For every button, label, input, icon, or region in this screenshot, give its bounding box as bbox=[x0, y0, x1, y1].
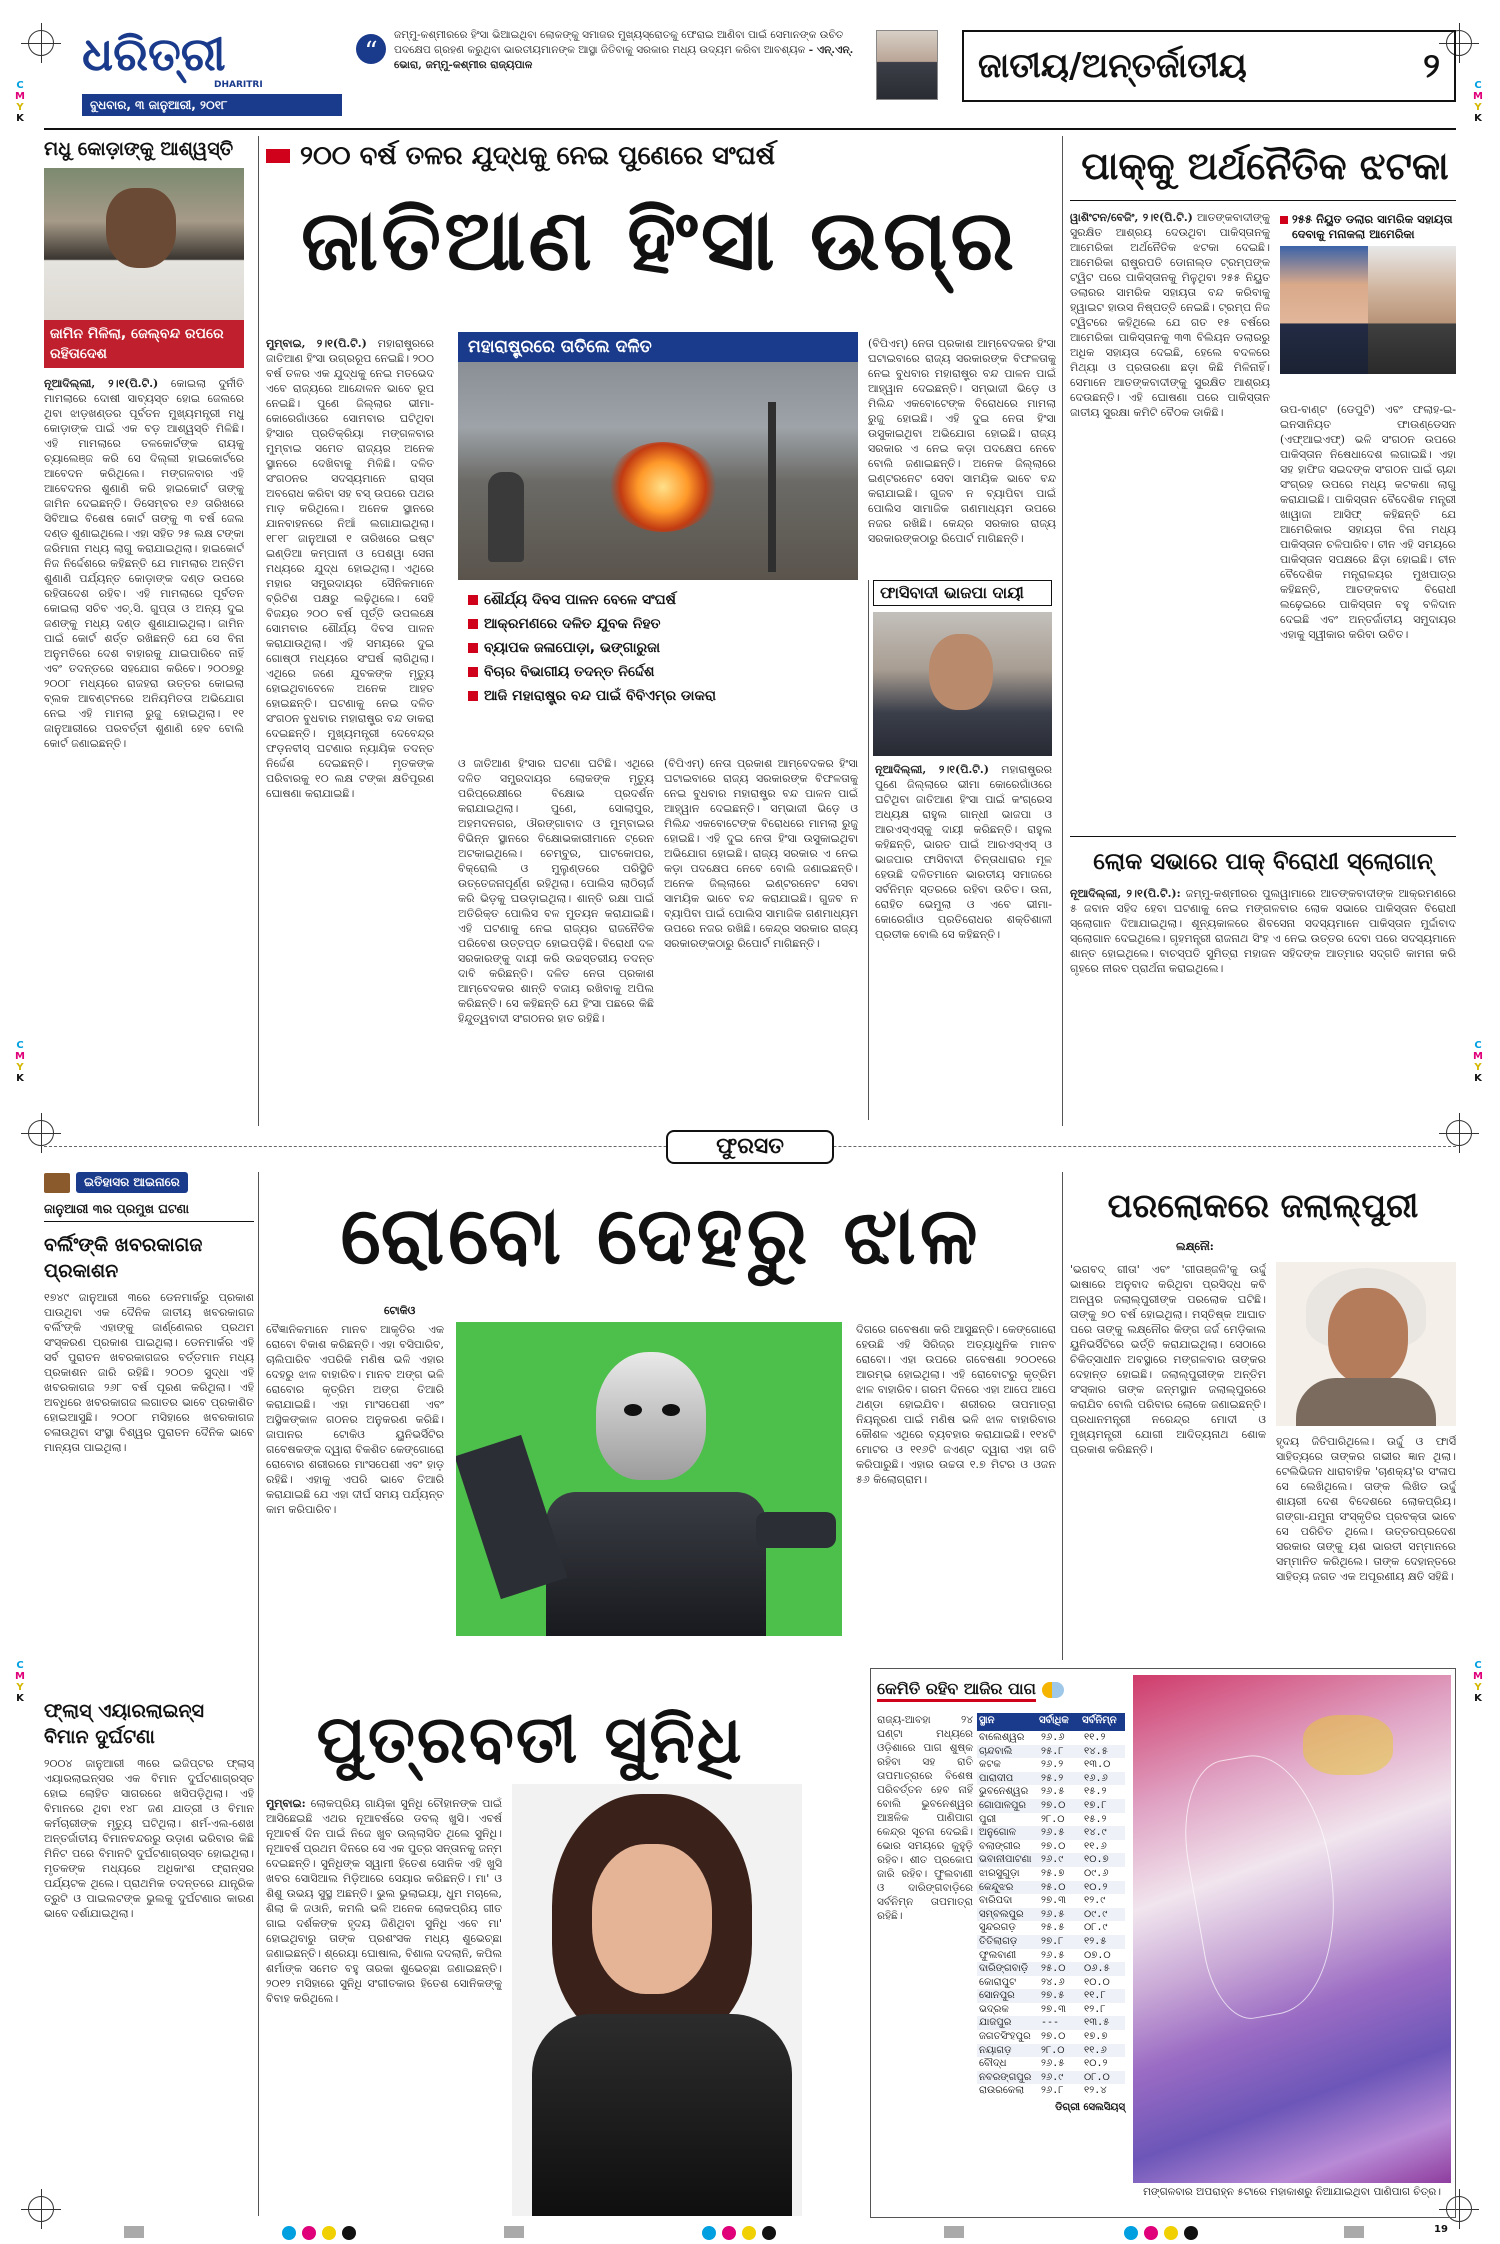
photo-box-band: ମହାରାଷ୍ଟ୍ରରେ ତାତିଲେ ଦଳିତ bbox=[458, 332, 858, 362]
weather-min-temp: ୧୫.୨ bbox=[1084, 1813, 1107, 1825]
weather-box bbox=[870, 1668, 1456, 2218]
gray-swatch bbox=[944, 2226, 964, 2238]
yellow-swatch bbox=[742, 2226, 756, 2240]
quote-author: - ଏନ୍.ଏନ୍. ଭୋରା, ଜମ୍ମୁ-କଶ୍ମୀର ରାଜ୍ୟପାଳ bbox=[394, 44, 854, 71]
itihasa-box bbox=[44, 1172, 254, 2222]
section-title-box bbox=[962, 30, 1456, 102]
bjp-kicker: ଫାସିବାଦୀ ଭାଜପା ଦାୟୀ bbox=[873, 580, 1052, 606]
left-story bbox=[44, 136, 254, 1136]
jalalpuri-body2: ହୃଦୟ ଜିତିପାରିଥିଲେ। ଉର୍ଦ୍ଦୁ ଓ ଫାର୍ସି ସାହିତ୍ୟରେ ତାଙ୍କର ଗଭୀର ଜ୍ଞାନ ଥିଲା। ଟେଲିଭିଜନ ଧାରାବାହିକ 'ଚାଣକ୍ୟ'ର ସଂଳାପ ସେ ଲେଖିଥିଲେ। ତାଙ୍କ ଲିଖିତ ଉର୍ଦ୍ଦୁ ଶାୟରୀ ଦେଶ ବିଦେଶରେ ଲୋକପ୍ରିୟ। ଗଙ୍ଗା-ଯମୁନା ସଂସ୍କୃତିର ପ୍ରବକ୍ତା ଭାବେ ସେ ପରିଚିତ ଥିଲେ। ଉତ୍ତରପ୍ରଦେଶ ସରକାର ତାଙ୍କୁ ୟଶ ଭାରତୀ ସମ୍ମାନରେ ସମ୍ମାନିତ କରିଥିଲେ। ତାଙ୍କ ଦେହାନ୍ତରେ ସାହିତ୍ୟ ଜଗତ ଏକ ଅପୂରଣୀୟ କ୍ଷତି ସହିଛି। bbox=[1276, 1435, 1456, 1583]
left-story-photo bbox=[44, 168, 244, 320]
weather-max-temp: ୨୭.୫ bbox=[1041, 1990, 1065, 2002]
weather-max-temp: ୨୮.୦ bbox=[1041, 1813, 1065, 1825]
weather-table bbox=[977, 1713, 1125, 2213]
weather-min-temp: ୧୨.୮ bbox=[1084, 2003, 1106, 2015]
weather-station: ଝାରସୁଗୁଡ଼ା bbox=[979, 1867, 1020, 1879]
bjp-dateline: ନୂଆଦିଲ୍ଲୀ, ୨।୧(ପି.ଟି.) bbox=[875, 763, 989, 776]
sunidhi-headline: ପୁତ୍ରବତୀ ସୁନିଧି bbox=[316, 1701, 744, 1778]
loksabha-headline: ଲୋକ ସଭାରେ ପାକ୍ ବିରୋଧୀ ସ୍ଲୋଗାନ୍ bbox=[1093, 849, 1433, 875]
cyan-swatch bbox=[1124, 2226, 1138, 2240]
weather-station: ନୟାଗଡ଼ bbox=[979, 2044, 1012, 2056]
robot-headline: ରୋବୋ ଦେହରୁ ଝାଳ bbox=[340, 1189, 982, 1282]
weather-min-temp: ୧୪.୯ bbox=[1084, 1827, 1107, 1839]
lead-col3: (ବିପିଏମ୍) ନେତା ପ୍ରକାଶ ଆମ୍ବେଦକର ହିଂସା ଘଟାଇବାରେ ରାଜ୍ୟ ସରକାରଙ୍କ ବିଫଳତାକୁ ନେଇ ବୁଧବାର ମହାରାଷ୍ଟ୍ର ବନ୍ଦ ପାଳନ ପାଇଁ ଆହ୍ୱାନ ଦେଇଛନ୍ତି। ସମ୍ଭାଜୀ ଭିଡ଼େ ଓ ମିଲିନ୍ଦ ଏକବୋଟେଙ୍କ ବିରୋଧରେ ମାମଲା ରୁଜୁ ହୋଇଛି। ଏହି ଦୁଇ ନେତା ହିଂସା ଉସୁକାଇଥିବା ଅଭିଯୋଗ ହୋଇଛି। ରାଜ୍ୟ ସରକାର ଏ ନେଇ କଡ଼ା ପଦକ୍ଷେପ ନେବେ ବୋଲି ଜଣାଇଛନ୍ତି। ଅନେକ ଜିଲ୍ଲାରେ ଇଣ୍ଟରନେଟ ସେବା ସାମୟିକ ଭାବେ ବନ୍ଦ କରାଯାଇଛି। ଗୁଜବ ନ ବ୍ୟାପିବା ପାଇଁ ପୋଲିସ ସାମାଜିକ ଗଣମାଧ୍ୟମ ଉପରେ ନଜର ରଖିଛି। କେନ୍ଦ୍ର ସରକାର ରାଜ୍ୟ ସରକାରଙ୍କଠାରୁ ରିପୋର୍ଟ ମାଗିଛନ୍ତି। bbox=[664, 757, 858, 950]
weather-min-temp: ୧୨.୪ bbox=[1084, 2085, 1107, 2097]
weather-table-row bbox=[977, 2030, 1125, 2044]
magenta-swatch bbox=[302, 2226, 316, 2240]
weather-station: ଯାଜପୁର bbox=[979, 2017, 1012, 2029]
satellite-map bbox=[1133, 1675, 1451, 2183]
weather-table-row bbox=[977, 1840, 1125, 1854]
weather-station: ବାଲେଶ୍ୱର bbox=[979, 1732, 1025, 1743]
weather-max-temp: ୨୬.୨ bbox=[1041, 1759, 1064, 1771]
weather-min-temp: ୧୧.୨ bbox=[1084, 1732, 1106, 1743]
weather-table-row bbox=[977, 1745, 1125, 1759]
weather-max-temp: --- bbox=[1041, 2017, 1060, 2029]
quote-icon: “ bbox=[356, 34, 386, 64]
weather-station: କଟକ bbox=[979, 1759, 1001, 1771]
weather-station: ତିତିଲାଗଡ଼ bbox=[979, 1935, 1018, 1947]
section-divider bbox=[44, 1130, 1456, 1164]
jalalpuri-body: 'ଭଗବଦ୍ ଗୀତା' ଏବଂ 'ଗୀତାଞ୍ଜଳି'କୁ ଉର୍ଦ୍ଦୁ ଭାଷାରେ ଅନୁବାଦ କରିଥିବା ପ୍ରସିଦ୍ଧ କବି ଅନୱର ଜଲାଲ୍‌ପୁରୀଙ୍କ ପରଲୋକ ଘଟିଛି। ତାଙ୍କୁ ୭୦ ବର୍ଷ ହୋଇଥିଲା। ମସ୍ତିଷ୍କ ଆଘାତ ପରେ ତାଙ୍କୁ ଲକ୍ଷ୍ନୌର କିଙ୍ଗ ଜର୍ଜ ମେଡ଼ିକାଲ ୟୁନିଭର୍ସିଟିରେ ଭର୍ତ୍ତି କରାଯାଇଥିଲା। ସେଠାରେ ଚିକିତ୍ସାଧୀନ ଅବସ୍ଥାରେ ମଙ୍ଗଳବାର ତାଙ୍କର ଦେହାନ୍ତ ହୋଇଛି। ଜଲାଲ୍‌ପୁରୀଙ୍କ ଅନ୍ତିମ ସଂସ୍କାର ତାଙ୍କ ଜନ୍ମସ୍ଥାନ ଜଲାଲ୍‌ପୁରରେ କରାଯିବ ବୋଲି ପରିବାର ଲୋକେ ଜଣାଇଛନ୍ତି। ପ୍ରଧାନମନ୍ତ୍ରୀ ନରେନ୍ଦ୍ର ମୋଦୀ ଓ ମୁଖ୍ୟମନ୍ତ୍ରୀ ଯୋଗୀ ଆଦିତ୍ୟନାଥ ଶୋକ ପ୍ରକାଶ କରିଛନ୍ତି। bbox=[1070, 1263, 1266, 1456]
weather-min-temp: ୧୩.୫ bbox=[1084, 2017, 1110, 2029]
date-line bbox=[82, 94, 342, 116]
cmyk-strip: C M Y K bbox=[15, 1660, 25, 1704]
weather-min-temp: ୧୨.୯ bbox=[1084, 1895, 1106, 1907]
lead-col1: ମୁମ୍ବାଇ, ୨।୧(ପି.ଟି.) ମହାରାଷ୍ଟ୍ରରେ ଜାତିଆଣ ହିଂସା ଉଗ୍ରରୂପ ନେଇଛି। ୨୦୦ ବର୍ଷ ତଳର ଏକ ଯୁଦ୍ଧକୁ ନେଇ ମତଭେଦ ଏବେ ରାଜ୍ୟରେ ଆନ୍ଦୋଳନ ଭାବେ ରୂପ ନେଇଛି। ପୁଣେ ଜିଲ୍ଲାର ଭୀମା-କୋରେଗାଁଓରେ ସୋମବାର ଘଟିଥିବା ହିଂସାର ପ୍ରତିକ୍ରିୟା ମଙ୍ଗଳବାର ମୁମ୍ବାଇ ସମେତ ରାଜ୍ୟର ଅନେକ ସ୍ଥାନରେ ଦେଖିବାକୁ ମିଳିଛି। ଦଳିତ ସଂଗଠନର ସଦସ୍ୟମାନେ ରାସ୍ତା ଅବରୋଧ କରିବା ସହ ବସ୍ ଉପରେ ପଥର ମାଡ଼ କରିଥିଲେ। ଅନେକ ସ୍ଥାନରେ ଯାନବାହନରେ ନିଆଁ ଲଗାଯାଇଥିଲା। ୧୮୧୮ ଜାନୁଆରୀ ୧ ତାରିଖରେ ଇଷ୍ଟ ଇଣ୍ଡିଆ କମ୍ପାନୀ ଓ ପେଶୱା ସେନା ମଧ୍ୟରେ ଯୁଦ୍ଧ ହୋଇଥିଲା। ଏଥିରେ ମହାର ସମ୍ପ୍ରଦାୟର ସୈନିକମାନେ ବ୍ରିଟିଶ ପକ୍ଷରୁ ଲଢ଼ିଥିଲେ। ସେହି ବିଜୟର ୨୦୦ ବର୍ଷ ପୂର୍ତ୍ତି ଉପଲକ୍ଷେ ସୋମବାର ଶୌର୍ଯ୍ୟ ଦିବସ ପାଳନ କରାଯାଉଥିଲା। ଏହି ସମୟରେ ଦୁଇ ଗୋଷ୍ଠୀ ମଧ୍ୟରେ ସଂଘର୍ଷ ଲାଗିଥିଲା। ଏଥିରେ ଜଣେ ଯୁବକଙ୍କ ମୃତ୍ୟୁ ହୋଇଥିବାବେଳେ ଅନେକ ଆହତ ହୋଇଛନ୍ତି। ଘଟଣାକୁ ନେଇ ଦଳିତ ସଂଗଠନ ବୁଧବାର ମହାରାଷ୍ଟ୍ର ବନ୍ଦ ଡାକରା ଦେଇଛନ୍ତି। ମୁଖ୍ୟମନ୍ତ୍ରୀ ଦେବେନ୍ଦ୍ର ଫଡ଼ନବୀସ୍ ଘଟଣାର ନ୍ୟାୟିକ ତଦନ୍ତ ନିର୍ଦ୍ଦେଶ ଦେଇଛନ୍ତି। ମୃତକଙ୍କ ପରିବାରକୁ ୧୦ ଲକ୍ଷ ଟଙ୍କା କ୍ଷତିପୂରଣ ଘୋଷଣା କରାଯାଇଛି। bbox=[266, 337, 434, 800]
weather-max-temp: ୨୭.୮ bbox=[1041, 1935, 1064, 1947]
left-story-body: ନୂଆଦିଲ୍ଲୀ, ୨।୧(ପି.ଟି.) କୋଇଲା ଦୁର୍ନୀତି ମାମଲାରେ ଦୋଷୀ ସାବ୍ୟସ୍ତ ହୋଇ ଜେଲରେ ଥିବା ଝାଡ଼ଖଣ୍ଡର ପୂର୍ବତନ ମୁଖ୍ୟମନ୍ତ୍ରୀ ମଧୁ କୋଡ଼ାଙ୍କ ପାଇଁ ଏକ ବଡ଼ ଆଶ୍ୱସ୍ତି ମିଳିଛି। ଏହି ମାମଲାରେ ତଳକୋର୍ଟଙ୍କ ରାୟକୁ ଚ୍ୟାଲେଞ୍ଜ କରି ସେ ଦିଲ୍ଲୀ ହାଇକୋର୍ଟରେ ଆବେଦନ କରିଥିଲେ। ମଙ୍ଗଳବାର ଏହି ଆବେଦନର ଶୁଣାଣି କରି ହାଇକୋର୍ଟ ତାଙ୍କୁ ଜାମିନ ଦେଇଛନ୍ତି। ଡିସେମ୍ବର ୧୬ ତାରିଖରେ ସିବିଆଇ ବିଶେଷ କୋର୍ଟ ତାଙ୍କୁ ୩ ବର୍ଷ ଜେଲ ଦଣ୍ଡ ଶୁଣାଇଥିଲେ। ଏହା ସହିତ ୨୫ ଲକ୍ଷ ଟଙ୍କା ଜରିମାନା ମଧ୍ୟ ଲାଗୁ କରାଯାଇଥିଲା। ହାଇକୋର୍ଟ ନିଜ ନିର୍ଦ୍ଦେଶରେ କହିଛନ୍ତି ଯେ ମାମଲାର ଅନ୍ତିମ ଶୁଣାଣି ପର୍ଯ୍ୟନ୍ତ କୋଡ଼ାଙ୍କ ଦଣ୍ଡ ଉପରେ ରହିତାଦେଶ ରହିବ। ଏହି ମାମଲାରେ ପୂର୍ବତନ କୋଇଲା ସଚିବ ଏଚ୍.ସି. ଗୁପ୍ତା ଓ ଅନ୍ୟ ଦୁଇ ଜଣଙ୍କୁ ମଧ୍ୟ ଦଣ୍ଡ ଶୁଣାଯାଇଥିଲା। ଜାମିନ ପାଇଁ କୋର୍ଟ ଶର୍ତ୍ତ ରଖିଛନ୍ତି ଯେ ସେ ବିନା ଅନୁମତିରେ ଦେଶ ବାହାରକୁ ଯାଇପାରିବେ ନାହିଁ ଏବଂ ତଦନ୍ତରେ ସହଯୋଗ କରିବେ। ୨୦୦୭ରୁ ୨୦୦୮ ମଧ୍ୟରେ ରାଜହରା ଉତ୍ତର କୋଇଲା ବ୍ଲକ ଆବଣ୍ଟନରେ ଅନିୟମିତତା ଅଭିଯୋଗ ନେଇ ଏହି ମାମଲା ରୁଜୁ ହୋଇଥିଲା। ୧୧ ଜାନୁଆରୀରେ ପରବର୍ତ୍ତୀ ଶୁଣାଣି ହେବ ବୋଲି କୋର୍ଟ ଜଣାଇଛନ୍ତି। bbox=[44, 377, 244, 750]
weather-max-temp: ୨୬.୬ bbox=[1041, 1732, 1065, 1743]
photo-box-bullets bbox=[458, 580, 858, 708]
column-rule bbox=[258, 1172, 259, 2216]
pak-dateline: ୱାଶିଂଟନ/ବେଜିଂ, ୨।୧(ପି.ଟି.) bbox=[1070, 211, 1193, 224]
left-story-caption-band: ଜାମିନ ମିଳିଲା, ଜେଲ୍‌ବନ୍ଦ ରପରେ ରହିତାଦେଶ bbox=[44, 320, 244, 368]
weather-min-temp: ୦୮.୦ bbox=[1084, 2071, 1110, 2083]
section-title: ଜାତୀୟ/ଅନ୍ତର୍ଜାତୀୟ bbox=[978, 46, 1247, 86]
weather-min-temp: ୧୫.୨ bbox=[1084, 1786, 1107, 1798]
weather-table-row bbox=[977, 1989, 1125, 2003]
logo-text: ଧରିତ୍ରୀ bbox=[82, 27, 226, 81]
jalalpuri-headline: ପରଲୋକରେ ଜଲାଲ୍‌ପୁରୀ bbox=[1107, 1186, 1419, 1225]
weather-max-temp: ୨୫.୨ bbox=[1041, 1772, 1064, 1784]
weather-station: ଫୁଲବାଣୀ bbox=[979, 1949, 1017, 1961]
weather-station: ବାରିପଦା bbox=[979, 1895, 1013, 1907]
weather-min-temp: ୧୪.୫ bbox=[1084, 1745, 1108, 1757]
magenta-swatch bbox=[1144, 2226, 1158, 2240]
weather-table-row bbox=[977, 1921, 1125, 1935]
weather-table-row bbox=[977, 1908, 1125, 1922]
weather-station: ରାଉରକେଲା bbox=[979, 2085, 1025, 2097]
yellow-swatch bbox=[1164, 2226, 1178, 2240]
pak-body-right: ଉପ-ବାଣ୍ଟ (ଡେପୁଟି) ଏବଂ ଫଲାହ-ଇ-ଇନସାନିୟତ ଫାଉଣ୍ଡେସନ (ଏଫ୍ଆଇଏଫ୍) ଭଳି ସଂଗଠନ ଉପରେ ପାକିସ୍ତାନ ନିଷେଧାଦେଶ ଲଗାଇଛି। ଏହା ସହ ହାଫିଜ ସଇଦଙ୍କ ସଂଗଠନ ପାଇଁ ଚାନ୍ଦା ସଂଗ୍ରହ ଉପରେ ମଧ୍ୟ କଟକଣା ଲାଗୁ କରାଯାଇଛି। ପାକିସ୍ତାନ ବୈଦେଶିକ ମନ୍ତ୍ରୀ ଖାୱାଜା ଆସିଫ୍ କହିଛନ୍ତି ଯେ ଆମେରିକାର ସହାୟତା ବିନା ମଧ୍ୟ ପାକିସ୍ତାନ ଚଳିପାରିବ। ଚୀନ ଏହି ସମୟରେ ପାକିସ୍ତାନ ସପକ୍ଷରେ ଛିଡ଼ା ହୋଇଛି। ଚୀନ ବୈଦେଶିକ ମନ୍ତ୍ରାଳୟର ମୁଖପାତ୍ର କହିଛନ୍ତି, ଆତଙ୍କବାଦ ବିରୋଧୀ ଲଢ଼େଇରେ ପାକିସ୍ତାନ ବହୁ ବଳିଦାନ ଦେଇଛି ଏବଂ ଅନ୍ତର୍ଜାତୀୟ ସମୁଦାୟର ଏହାକୁ ସ୍ୱୀକାର କରିବା ଉଚିତ। bbox=[1280, 403, 1456, 641]
weather-station: ଦାରିଙ୍ଗବାଡ଼ି bbox=[979, 1963, 1029, 1975]
cmyk-strip: C M Y K bbox=[1473, 80, 1483, 124]
left-story-kicker: ମଧୁ କୋଡ଼ାଙ୍କୁ ଆଶ୍ୱସ୍ତି bbox=[44, 138, 234, 160]
riot-photo bbox=[458, 362, 858, 580]
column-rule bbox=[258, 136, 259, 1126]
jalalpuri-dateline: ଲକ୍ଷ୍ନୌ: bbox=[1176, 1240, 1214, 1253]
weather-min-temp: ୦୭.୦ bbox=[1084, 1949, 1111, 1961]
loksabha-rule bbox=[1070, 836, 1456, 837]
riot-photo-box bbox=[458, 332, 858, 746]
weather-table-row bbox=[977, 1758, 1125, 1772]
jalalpuri-photo bbox=[1276, 1262, 1456, 1426]
cyan-swatch bbox=[282, 2226, 296, 2240]
weather-min-temp: ୧୦.୨ bbox=[1084, 1881, 1108, 1893]
weather-station: ଭୁବନେଶ୍ୱର bbox=[979, 1786, 1029, 1798]
weather-max-temp: ୨୭.୦ bbox=[1041, 1799, 1066, 1811]
bullet-item: ବ୍ୟାପକ ଜଳାପୋଡ଼ା, ଭଙ୍ଗାରୁଜା bbox=[468, 636, 848, 660]
weather-table-row bbox=[977, 1772, 1125, 1786]
weather-station: ଭଦ୍ରକ bbox=[979, 2003, 1009, 2015]
weather-intro: ରାଜ୍ୟ-ଆବହା ୨୪ ଘଣ୍ଟା ମଧ୍ୟରେ ଓଡ଼ିଶାରେ ପାଗ ଶୁଷ୍କ ରହିବା ସହ ରାତି ତାପମାତ୍ରାରେ ବିଶେଷ ପରିବର୍ତ୍ତନ ହେବ ନାହିଁ ବୋଲି ଭୁବନେଶ୍ୱର ଆଞ୍ଚଳିକ ପାଣିପାଗ କେନ୍ଦ୍ର ସୂଚନା ଦେଇଛି। ଭୋର ସମୟରେ କୁହୁଡ଼ି ରହିବ। ଶୀତ ପ୍ରକୋପ ଜାରି ରହିବ। ଫୁଲବାଣୀ ଓ ଦାରିଙ୍ଗବାଡ଼ିରେ ସର୍ବନିମ୍ନ ତାପମାତ୍ରା ରହିଛି। bbox=[877, 1714, 973, 1922]
weather-station: କେନ୍ଦୁଝର bbox=[979, 1881, 1014, 1893]
weather-footer: ଡିଗ୍ରୀ ସେଲସିୟସ୍ bbox=[1055, 2102, 1125, 2114]
trump-abbasi-photo bbox=[1280, 246, 1456, 374]
weather-max-temp: ୨୭.୦ bbox=[1041, 2031, 1066, 2043]
book-icon bbox=[44, 1173, 70, 1193]
weather-max-temp: ୨୫.୦ bbox=[1041, 1881, 1066, 1893]
weather-max-temp: ୨୬.୫ bbox=[1041, 2058, 1065, 2070]
weather-table-row bbox=[977, 1881, 1125, 1895]
gray-swatch bbox=[504, 2226, 524, 2238]
weather-station: ଜଗତସିଂହପୁର bbox=[979, 2031, 1031, 2043]
quote-portrait bbox=[876, 30, 938, 100]
itihasa-subtitle: ଜାନୁଆରୀ ୩ର ପ୍ରମୁଖ ଘଟଣା bbox=[44, 1201, 254, 1222]
section-divider-label: ଫୁରସତ bbox=[666, 1130, 834, 1164]
weather-table-row bbox=[977, 2071, 1125, 2085]
weather-max-temp: ୨୮.୦ bbox=[1041, 2044, 1065, 2056]
lead-headline: ଜାତିଆଣ ହିଂସା ଉଗ୍ର bbox=[300, 191, 1018, 289]
sunidhi-photo bbox=[512, 1784, 802, 2216]
weather-station: ଅନୁଗୋଳ bbox=[979, 1827, 1016, 1839]
robot-photo bbox=[456, 1322, 842, 1636]
kicker-bar-icon bbox=[266, 149, 290, 163]
pak-photo-box bbox=[1280, 212, 1456, 398]
robot-dateline: ଟୋକିଓ bbox=[384, 1304, 416, 1317]
weather-table-row bbox=[977, 2057, 1125, 2071]
cyan-swatch bbox=[702, 2226, 716, 2240]
lead-kicker-text: ୨୦୦ ବର୍ଷ ତଳର ଯୁଦ୍ଧକୁ ନେଇ ପୁଣେରେ ସଂଘର୍ଷ bbox=[300, 140, 775, 171]
lead-col3-top: (ବିପିଏମ୍) ନେତା ପ୍ରକାଶ ଆମ୍ବେଦକର ହିଂସା ଘଟାଇବାରେ ରାଜ୍ୟ ସରକାରଙ୍କ ବିଫଳତାକୁ ନେଇ ବୁଧବାର ମହାରାଷ୍ଟ୍ର ବନ୍ଦ ପାଳନ ପାଇଁ ଆହ୍ୱାନ ଦେଇଛନ୍ତି। ସମ୍ଭାଜୀ ଭିଡ଼େ ଓ ମିଲିନ୍ଦ ଏକବୋଟେଙ୍କ ବିରୋଧରେ ମାମଲା ରୁଜୁ ହୋଇଛି। ଏହି ଦୁଇ ନେତା ହିଂସା ଉସୁକାଇଥିବା ଅଭିଯୋଗ ହୋଇଛି। ରାଜ୍ୟ ସରକାର ଏ ନେଇ କଡ଼ା ପଦକ୍ଷେପ ନେବେ ବୋଲି ଜଣାଇଛନ୍ତି। ଅନେକ ଜିଲ୍ଲାରେ ଇଣ୍ଟରନେଟ ସେବା ସାମୟିକ ଭାବେ ବନ୍ଦ କରାଯାଇଛି। ଗୁଜବ ନ ବ୍ୟାପିବା ପାଇଁ ପୋଲିସ ସାମାଜିକ ଗଣମାଧ୍ୟମ ଉପରେ ନଜର ରଖିଛି। କେନ୍ଦ୍ର ସରକାର ରାଜ୍ୟ ସରକାରଙ୍କଠାରୁ ରିପୋର୍ଟ ମାଗିଛନ୍ତି। bbox=[868, 337, 1056, 545]
weather-min-temp: ୦୮.୯ bbox=[1084, 1922, 1108, 1934]
weather-min-temp: ୦୬.୫ bbox=[1084, 1963, 1110, 1975]
sunidhi-dateline: ମୁମ୍ବାଇ: bbox=[266, 1797, 306, 1810]
weather-station: ସୁନ୍ଦରଗଡ଼ bbox=[979, 1922, 1016, 1934]
weather-min-temp: ୧୧.୮ bbox=[1084, 1990, 1106, 2002]
cmyk-strip: C M Y K bbox=[1473, 1660, 1483, 1704]
weather-max-temp: ୨୭.୩ bbox=[1041, 2003, 1066, 2015]
weather-min-temp: ୧୦.୨ bbox=[1084, 2058, 1108, 2070]
weather-min-temp: ୧୧.୬ bbox=[1084, 1840, 1107, 1852]
black-swatch bbox=[762, 2226, 776, 2240]
weather-station: କୋରାପୁଟ bbox=[979, 1976, 1017, 1988]
rahul-photo bbox=[873, 612, 1052, 756]
weather-table-row bbox=[977, 2084, 1125, 2098]
weather-title: କେମିତି ରହିବ ଆଜିର ପାଗ bbox=[877, 1679, 1036, 1702]
weather-station: ବୌଦ୍ଧ bbox=[979, 2058, 1007, 2070]
bjp-body: ନୂଆଦିଲ୍ଲୀ, ୨।୧(ପି.ଟି.) ମହାରାଷ୍ଟ୍ରର ପୁଣେ ଜିଲ୍ଲାରେ ଭୀମା କୋରେଗାଁଓରେ ଘଟିଥିବା ଜାତିଆଣ ହିଂସା ପାଇଁ କଂଗ୍ରେସ ଅଧ୍ୟକ୍ଷ ରାହୁଲ ଗାନ୍ଧୀ ଭାଜପା ଓ ଆରଏସ୍ଏସ୍‌କୁ ଦାୟୀ କରିଛନ୍ତି। ରାହୁଲ କହିଛନ୍ତି, ଭାରତ ପାଇଁ ଆରଏସ୍ଏସ୍ ଓ ଭାଜପାର ଫାସିବାଦୀ ଚିନ୍ତାଧାରାର ମୂଳ ହେଉଛି ଦଳିତମାନେ ଭାରତୀୟ ସମାଜରେ ସର୍ବନିମ୍ନ ସ୍ତରରେ ରହିବା ଉଚିତ। ଉନା, ରୋହିତ ଭେମୁଲା ଓ ଏବେ ଭୀମା-କୋରେଗାଁଓ ପ୍ରତିରୋଧର ଶକ୍ତିଶାଳୀ ପ୍ରତୀକ ବୋଲି ସେ କହିଛନ୍ତି। bbox=[875, 763, 1052, 941]
weather-station: ସମ୍ବଲପୁର bbox=[979, 1908, 1024, 1920]
weather-table-row bbox=[977, 1867, 1125, 1881]
bullet-item: ବିଚାର ବିଭାଗୀୟ ତଦନ୍ତ ନିର୍ଦ୍ଦେଶ bbox=[468, 660, 848, 684]
page-number: ୨ bbox=[1423, 46, 1440, 86]
column-rule bbox=[1062, 136, 1063, 1126]
weather-min-temp: ୧୦.୭ bbox=[1084, 1854, 1109, 1866]
weather-table-row bbox=[977, 1962, 1125, 1976]
weather-table-row bbox=[977, 2003, 1125, 2017]
lead-dateline: ମୁମ୍ବାଇ, ୨।୧(ପି.ଟି.) bbox=[266, 337, 367, 350]
itihasa-item1-title: ବର୍ଲିଂଙ୍କି ଖବରକାଗଜ ପ୍ରକାଶନ bbox=[44, 1234, 203, 1282]
weather-table-row bbox=[977, 2044, 1125, 2058]
weather-max-temp: ୨୬.୮ bbox=[1041, 2085, 1064, 2097]
bullet-item: ଆଜି ମହାରାଷ୍ଟ୍ର ବନ୍ଦ ପାଇଁ ବିବିଏମ୍‌ର ଡାକରା bbox=[468, 684, 848, 708]
gray-swatch bbox=[124, 2226, 144, 2238]
weather-table-row bbox=[977, 1785, 1125, 1799]
loksabha-dateline: ନୂଆଦିଲ୍ଲୀ, ୨।୧(ପି.ଟି.): bbox=[1070, 887, 1181, 900]
itihasa-item1-body: ୧୭୪୯ ଜାନୁଆରୀ ୩ରେ ଡେନମାର୍କରୁ ପ୍ରକାଶ ପାଉଥିବା ଏକ ଦୈନିକ ଜାତୀୟ ଖବରକାଗଜ ବର୍ଲିଂଙ୍କି ଏହାଙ୍କୁ ଜାର୍ଣ୍ଣେଲର ପ୍ରଥମ ସଂସ୍କରଣ ପ୍ରକାଶ ପାଇଥିଲା। ଡେନମାର୍କର ଏହି ସର୍ବ ପୁରାତନ ଖବରକାଗଜର ବର୍ତ୍ତମାନ ମଧ୍ୟ ପ୍ରକାଶନ ଜାରି ରହିଛି। ୨୦୦୭ ସୁଦ୍ଧା ଏହି ଖବରକାଗଜ ୨୬୮ ବର୍ଷ ପୂରଣ କରିଥିଲା। ଏହି ଅବଧିରେ ଖବରକାଗଜ ଲଗାତର ଭାବେ ପ୍ରକାଶିତ ହୋଇଆସୁଛି। ୨୦୦୮ ମସିହାରେ ଖବରକାଗଜ ଚଳାଉଥିବା ସଂସ୍ଥା ବିଶ୍ୱର ପୁରାତନ ଦୈନିକ ଭାବେ ମାନ୍ୟତା ପାଇଥିଲା। bbox=[44, 1291, 254, 1454]
weather-max-temp: ୨୪.୬ bbox=[1041, 1976, 1065, 1988]
weather-rows bbox=[977, 1731, 1125, 2098]
weather-max-temp: ୨୬.୫ bbox=[1041, 1786, 1065, 1798]
weather-table-row bbox=[977, 1799, 1125, 1813]
bjp-box bbox=[868, 580, 1056, 1120]
weather-min-temp: ୦୯.୯ bbox=[1084, 1908, 1108, 1920]
weather-max-temp: ୨୫.୮ bbox=[1041, 1745, 1064, 1757]
weather-table-row bbox=[977, 1813, 1125, 1827]
bullet-item: ଶୌର୍ଯ୍ୟ ଦିବସ ପାଳନ ବେଳେ ସଂଘର୍ଷ bbox=[468, 588, 848, 612]
itihasa-label: ଇତିହାସର ଆଇନାରେ bbox=[76, 1172, 188, 1193]
map-caption: ମଙ୍ଗଳବାର ଅପରାହ୍ନ ୫ଟାରେ ମହାକାଶରୁ ନିଆଯାଇଥିବା ପାଣିପାଗ ଚିତ୍ର। bbox=[1143, 2186, 1441, 2198]
weather-table-row bbox=[977, 1949, 1125, 1963]
weather-station: ପାରାଦୀପ bbox=[979, 1772, 1014, 1784]
robot-col1: ବୈଜ୍ଞାନିକମାନେ ମାନବ ଆକୃତିର ଏକ ରୋବୋ ବିକାଶ କରିଛନ୍ତି। ଏହା ବସିପାରିବ, ଚାଲିପାରିବ ଏପରିକି ମଣିଷ ଭଳି ଏହାର ଦେହରୁ ଝାଳ ବାହାରିବ। ମାନବ ଅଙ୍ଗ ଭଳି ରୋବୋର କୃତ୍ରିମ ଅଙ୍ଗ ତିଆରି କରାଯାଇଛି। ଏହା ମାଂସପେଶୀ ଏବଂ ଅସ୍ଥିକଙ୍କାଳ ଗଠନର ଅନୁକରଣ କରିଛି। ଜାପାନର ଟୋକିଓ ୟୁନିଭର୍ସିଟିର ଗବେଷକଙ୍କ ଦ୍ୱାରା ବିକଶିତ କେଙ୍ଗୋରୋ ରୋବୋର ଶରୀରରେ ମାଂସପେଶୀ ଏବଂ ହାଡ଼ ରହିଛି। ଏହାକୁ ଏପରି ଭାବେ ତିଆରି କରାଯାଇଛି ଯେ ଏହା ଦୀର୍ଘ ସମୟ ପର୍ଯ୍ୟନ୍ତ କାମ କରିପାରିବ। bbox=[266, 1323, 444, 1516]
pak-rule bbox=[1070, 200, 1456, 201]
black-swatch bbox=[342, 2226, 356, 2240]
weather-station: ବଲାଙ୍ଗୀର bbox=[979, 1840, 1021, 1852]
weather-table-row bbox=[977, 1894, 1125, 1908]
weather-max-temp: ୨୭.୩ bbox=[1041, 1895, 1066, 1907]
weather-table-row bbox=[977, 1976, 1125, 1990]
column-rule bbox=[1062, 1172, 1063, 1660]
weather-min-temp: ୧୩.୦ bbox=[1084, 1759, 1111, 1771]
weather-station: ସୋନପୁର bbox=[979, 1990, 1015, 2002]
yellow-swatch bbox=[322, 2226, 336, 2240]
weather-min-temp: ୧୧.୬ bbox=[1084, 2044, 1107, 2056]
quote-text: ଜମ୍ମୁ-କଶ୍ମୀରରେ ହିଂସା ଭିଆଇଥିବା ଲୋକଙ୍କୁ ସମାଜର ମୁଖ୍ୟସ୍ରୋତକୁ ଫେରାଇ ଆଣିବା ପାଇଁ ସେମାନଙ୍କ ଉଚିତ ପଦକ୍ଷେପ ଗ୍ରହଣ କରୁଥିବା ଭାରତୀୟମାନଙ୍କ ଆସ୍ଥା ଜିତିବାକୁ ସରକାର ମଧ୍ୟ ଉଦ୍ୟମ କରିବା ଆବଶ୍ୟକ - ଏନ୍.ଏନ୍. ଭୋରା, ଜମ୍ମୁ-କଶ୍ମୀର ରାଜ୍ୟପାଳ bbox=[394, 29, 854, 71]
weather-table-row bbox=[977, 1853, 1125, 1867]
lead-col2: ଓ ଜାତିଆଣ ହିଂସାର ଘଟଣା ଘଟିଛି। ଏଥିରେ ଦଳିତ ସମ୍ପ୍ରଦାୟର ଲୋକଙ୍କ ମୃତ୍ୟୁ ପରିପ୍ରେକ୍ଷୀରେ ବିକ୍ଷୋଭ ପ୍ରଦର୍ଶନ କରାଯାଇଥିଲା। ପୁଣେ, ସୋଲାପୁର, ଅହମଦନଗର, ଔରଙ୍ଗାବାଦ ଓ ମୁମ୍ବାଇର ବିଭିନ୍ନ ସ୍ଥାନରେ ବିକ୍ଷୋଭକାରୀମାନେ ଟ୍ରେନ ଅଟକାଇଥିଲେ। ଚେମ୍ବୁର, ଘାଟକୋପର, ବିକ୍ରୋଲି ଓ ମୁଲୁଣ୍ଡରେ ପରିସ୍ଥିତି ଉତ୍ତେଜନାପୂର୍ଣ୍ଣ ରହିଥିଲା। ପୋଲିସ ଲାଠିଚାର୍ଜ କରି ଭିଡ଼କୁ ଘଉଡ଼ାଇଥିଲା। ଶାନ୍ତି ରକ୍ଷା ପାଇଁ ଅତିରିକ୍ତ ପୋଲିସ ବଳ ମୁତୟନ କରାଯାଇଛି। ଏହି ଘଟଣାକୁ ନେଇ ରାଜ୍ୟର ରାଜନୈତିକ ପରିବେଶ ଉତ୍ତପ୍ତ ହୋଇପଡ଼ିଛି। ବିରୋଧୀ ଦଳ ସରକାରଙ୍କୁ ଦାୟୀ କରି ଉଚ୍ଚସ୍ତରୀୟ ତଦନ୍ତ ଦାବି କରିଛନ୍ତି। ଦଳିତ ନେତା ପ୍ରକାଶ ଆମ୍ବେଦକର ଶାନ୍ତି ବଜାୟ ରଖିବାକୁ ଅପିଲ କରିଛନ୍ତି। ସେ କହିଛନ୍ତି ଯେ ହିଂସା ପଛରେ କିଛି ହିନ୍ଦୁତ୍ୱବାଦୀ ସଂଗଠନର ହାତ ରହିଛି। bbox=[458, 757, 654, 1025]
weather-max-temp: ୨୫.୦ bbox=[1041, 1963, 1066, 1975]
pak-body-left: ୱାଶିଂଟନ/ବେଜିଂ, ୨।୧(ପି.ଟି.) ଆତଙ୍କବାଦୀଙ୍କୁ ସୁରକ୍ଷିତ ଆଶ୍ରୟ ଦେଉଥିବା ପାକିସ୍ତାନକୁ ଆମେରିକା ଅର୍ଥନୈତିକ ଝଟକା ଦେଇଛି। ଆମେରିକା ରାଷ୍ଟ୍ରପତି ଡୋନାଲ୍ଡ ଟ୍ରମ୍ପଙ୍କ ଟ୍ୱିଟ ପରେ ପାକିସ୍ତାନକୁ ମିଳୁଥିବା ୨୫୫ ନିୟୁତ ଡଲାରର ସାମରିକ ସହାୟତା ବନ୍ଦ କରିବାକୁ ହ୍ୱାଇଟ ହାଉସ ନିଷ୍ପତ୍ତି ନେଇଛି। ଟ୍ରମ୍ପ ନିଜ ଟ୍ୱିଟରେ କହିଥିଲେ ଯେ ଗତ ୧୫ ବର୍ଷରେ ଆମେରିକା ପାକିସ୍ତାନକୁ ୩୩ ବିଲିୟନ ଡଲାରରୁ ଅଧିକ ସହାୟତା ଦେଇଛି, ହେଲେ ବଦଳରେ ମିଥ୍ୟା ଓ ପ୍ରତାରଣା ଛଡ଼ା କିଛି ମିଳିନାହିଁ। ସେମାନେ ଆତଙ୍କବାଦୀଙ୍କୁ ସୁରକ୍ଷିତ ଆଶ୍ରୟ ଦେଉଛନ୍ତି। ଏହି ଘୋଷଣା ପରେ ପାକିସ୍ତାନ ଜାତୀୟ ସୁରକ୍ଷା କମିଟି ବୈଠକ ଡାକିଛି। bbox=[1070, 211, 1270, 419]
weather-min-temp: ୧୬.୬ bbox=[1084, 1772, 1108, 1784]
loksabha-body: ନୂଆଦିଲ୍ଲୀ, ୨।୧(ପି.ଟି.): ଜମ୍ମୁ-କଶ୍ମୀରର ପୁଲୱାମାରେ ଆତଙ୍କବାଦୀଙ୍କ ଆକ୍ରମଣରେ ୫ ଜବାନ ସହିଦ ହେବା ଘଟଣାକୁ ନେଇ ମଙ୍ଗଳବାର ଲୋକ ସଭାରେ ପାକିସ୍ତାନ ବିରୋଧୀ ସ୍ଲୋଗାନ ଦିଆଯାଇଥିଲା। ଶୂନ୍ୟକାଳରେ ଶିବସେନା ସଦସ୍ୟମାନେ ପାକିସ୍ତାନ ମୁର୍ଦ୍ଦାବାଦ ସ୍ଲୋଗାନ ଦେଇଥିଲେ। ଗୃହମନ୍ତ୍ରୀ ରାଜନାଥ ସିଂହ ଏ ନେଇ ଉତ୍ତର ଦେବା ପରେ ସଦସ୍ୟମାନେ ଶାନ୍ତ ହୋଇଥିଲେ। ବାଚସ୍ପତି ସୁମିତ୍ରା ମହାଜନ ସହିଦଙ୍କ ଆତ୍ମାର ସଦ୍‌ଗତି କାମନା କରି ଗୃହରେ ନୀରବ ପ୍ରାର୍ଥନା କରାଇଥିଲେ। bbox=[1070, 887, 1456, 975]
itihasa-logo bbox=[44, 1172, 254, 1193]
pak-photo-caption: ୨୫୫ ନିୟୁତ ଡଲାର ସାମରିକ ସହାୟତା ଦେବାକୁ ମନାକଲା ଆମେରିକା bbox=[1280, 212, 1456, 242]
cmyk-strip: C M Y K bbox=[15, 80, 25, 124]
left-story-dateline: ନୂଆଦିଲ୍ଲୀ, ୨।୧(ପି.ଟି.) bbox=[44, 377, 159, 390]
weather-station: ଚାନ୍ଦବାଲି bbox=[979, 1745, 1013, 1757]
masthead-rule bbox=[44, 128, 1456, 130]
masthead bbox=[44, 26, 1456, 126]
lead-kicker bbox=[266, 138, 1056, 174]
weather-max-temp: ୨୬.୯ bbox=[1041, 1854, 1064, 1866]
weather-min-temp: ୧୭.୭ bbox=[1084, 2031, 1108, 2043]
weather-min-temp: ୧୨.୫ bbox=[1084, 1935, 1107, 1947]
logo-sub: DHARITRI bbox=[214, 80, 263, 90]
weather-station: ଭବାନୀପାଟଣା bbox=[979, 1854, 1032, 1866]
itihasa-item2-body: ୨୦୦୪ ଜାନୁଆରୀ ୩ରେ ଇଜିପ୍ଟର ଫ୍ଲାସ୍ ଏୟାରଲାଇନ୍ସର ଏକ ବିମାନ ଦୁର୍ଘଟଣାଗ୍ରସ୍ତ ହୋଇ ଲୋହିତ ସାଗରରେ ଖସିପଡ଼ିଥିଲା। ଏହି ବିମାନରେ ଥିବା ୧୪୮ ଜଣ ଯାତ୍ରୀ ଓ ବିମାନ କର୍ମଚାରୀଙ୍କ ମୃତ୍ୟୁ ଘଟିଥିଲା। ଶର୍ମ-ଏଲ-ଶେଖ ଅନ୍ତର୍ଜାତୀୟ ବିମାନବନ୍ଦରରୁ ଉଡ଼ାଣ ଭରିବାର କିଛି ମିନିଟ ପରେ ବିମାନଟି ଦୁର୍ଘଟଣାଗ୍ରସ୍ତ ହୋଇଥିଲା। ମୃତକଙ୍କ ମଧ୍ୟରେ ଅଧିକାଂଶ ଫ୍ରାନ୍ସର ପର୍ଯ୍ୟଟକ ଥିଲେ। ପ୍ରାଥମିକ ତଦନ୍ତରେ ଯାନ୍ତ୍ରିକ ତ୍ରୁଟି ଓ ପାଇଲଟଙ୍କ ଭୁଲକୁ ଦୁର୍ଘଟଣାର କାରଣ ଭାବେ ଦର୍ଶାଯାଇଥିଲା। bbox=[44, 1757, 254, 1920]
robot-col2: ଦିଗରେ ଗବେଷଣା କରି ଆସୁଛନ୍ତି। କେଙ୍ଗୋରୋ ହେଉଛି ଏହି ସିରିଜ୍‌ର ଅତ୍ୟାଧୁନିକ ମାନବ ରୋବୋ। ଏହା ଉପରେ ଗବେଷଣା ୨୦୦୧ରେ ଆରମ୍ଭ ହୋଇଥିଲା। ଏହି ରୋବୋଟରୁ କୃତ୍ରିମ ଝାଳ ବାହାରିବ। ଗରମ ଦିନରେ ଏହା ଆପେ ଆପେ ଥଣ୍ଡା ହୋଇଯିବ। ଶରୀରର ତାପମାତ୍ରା ନିୟନ୍ତ୍ରଣ ପାଇଁ ମଣିଷ ଭଳି ଝାଳ ବାହାରିବାର କୌଶଳ ଏଥିରେ ବ୍ୟବହାର କରାଯାଇଛି। ୧୧୪ଟି ମୋଟର ଓ ୧୧୬ଟି ଜଏଣ୍ଟ ଦ୍ୱାରା ଏହା ଗତି କରିପାରୁଛି। ଏହାର ଉଚ୍ଚତା ୧.୭ ମିଟର ଓ ଓଜନ ୫୬ କିଲୋଗ୍ରାମ। bbox=[856, 1323, 1056, 1486]
pak-headline: ପାକ୍‌କୁ ଅର୍ଥନୈତିକ ଝଟକା bbox=[1081, 144, 1449, 188]
weather-station: ଗୋପାଳପୁର bbox=[979, 1799, 1027, 1811]
weather-min-temp: ୦୯.୬ bbox=[1084, 1867, 1109, 1879]
gray-swatch bbox=[1344, 2226, 1364, 2238]
weather-table-row bbox=[977, 1826, 1125, 1840]
bullet-item: ଆକ୍ରମଣରେ ଦଳିତ ଯୁବକ ନିହତ bbox=[468, 612, 848, 636]
weather-max-temp: ୨୬.୯ bbox=[1041, 2071, 1064, 2083]
logo bbox=[82, 26, 342, 86]
weather-max-temp: ୨୭.୦ bbox=[1041, 1840, 1066, 1852]
weather-station: ପୁରୀ bbox=[979, 1813, 997, 1825]
weather-table-header: ସ୍ଥାନ ସର୍ବାଧିକ ସର୍ବନିମ୍ନ bbox=[977, 1713, 1125, 1731]
magenta-swatch bbox=[722, 2226, 736, 2240]
quote-box bbox=[356, 28, 946, 104]
date-text: ବୁଧବାର, ୩ ଜାନୁଆରୀ, ୨୦୧୮ bbox=[90, 98, 228, 112]
kicker-square-icon bbox=[1280, 216, 1288, 224]
itihasa-item2-title: ଫ୍ଲାସ୍ ଏୟାରଲାଇନ୍ସ ବିମାନ ଦୁର୍ଘଟଣା bbox=[44, 1700, 205, 1748]
weather-max-temp: ୨୫.୭ bbox=[1041, 1867, 1065, 1879]
cmyk-strip: C M Y K bbox=[15, 1040, 25, 1084]
black-swatch bbox=[1184, 2226, 1198, 2240]
weather-table-row bbox=[977, 2016, 1125, 2030]
weather-table-row bbox=[977, 1935, 1125, 1949]
weather-max-temp: ୨୫.୫ bbox=[1041, 1922, 1065, 1934]
weather-table-row bbox=[977, 1731, 1125, 1745]
weather-max-temp: ୨୬.୫ bbox=[1041, 1949, 1065, 1961]
page-folio: 19 bbox=[1434, 2224, 1448, 2235]
weather-min-temp: ୧୦.୦ bbox=[1084, 1976, 1110, 1988]
weather-max-temp: ୨୬.୫ bbox=[1041, 1908, 1065, 1920]
weather-title-bar bbox=[877, 1675, 1147, 1705]
weather-max-temp: ୨୬.୫ bbox=[1041, 1827, 1065, 1839]
weather-station: ନବରଙ୍ଗପୁର bbox=[979, 2071, 1032, 2083]
cmyk-strip: C M Y K bbox=[1473, 1040, 1483, 1084]
footer-bar bbox=[44, 2226, 1456, 2240]
sunidhi-body: ମୁମ୍ବାଇ: ଲୋକପ୍ରିୟ ଗାୟିକା ସୁନିଧି ଚୌହାନଙ୍କ ପାଇଁ ଆସିଛେଇଛି ଏଥର ନୂଆବର୍ଷରେ ଡବଲ୍ ଖୁସି। ଏବର୍ଷ ନୂଆବର୍ଷ ଦିନ ପାଇଁ ନିଜେ ଖୁବ ଉଲ୍ଲାସିତ ଥିଲେ ସୁନିଧି। ନୂଆବର୍ଷ ପ୍ରଥମ ଦିନରେ ସେ ଏକ ପୁତ୍ର ସନ୍ତାନକୁ ଜନ୍ମ ଦେଇଛନ୍ତି। ସୁନିଧିଙ୍କ ସ୍ୱାମୀ ହିତେଶ ସୋନିକ ଏହି ଖୁସି ଖବର ସୋସିଆଲ ମିଡ଼ିଆରେ ସେୟାର କରିଛନ୍ତି। ମା' ଓ ଶିଶୁ ଉଭୟ ସୁସ୍ଥ ଅଛନ୍ତି। ଭୁଲ ଭୁଲାଇୟା, ଧୁମ ମଚାଲେ, ଶିଲା କି ଜଓାନି, କମଲି ଭଳି ଅନେକ ଲୋକପ୍ରିୟ ଗୀତ ଗାଇ ଦର୍ଶକଙ୍କ ହୃଦୟ ଜିଣିଥିବା ସୁନିଧି ଏବେ ମା' ହୋଇଥିବାରୁ ତାଙ୍କ ପ୍ରଶଂସକ ମଧ୍ୟ ଶୁଭେଚ୍ଛା ଜଣାଇଛନ୍ତି। ଶ୍ରେୟା ଘୋଷାଲ, ବିଶାଲ ଦଦଲାନି, କପିଲ ଶର୍ମାଙ୍କ ସମେତ ବହୁ ତାରକା ଶୁଭେଚ୍ଛା ଜଣାଇଛନ୍ତି। ୨୦୧୨ ମସିହାରେ ସୁନିଧି ସଂଗୀତକାର ହିତେଶ ସୋନିକଙ୍କୁ ବିବାହ କରିଥିଲେ। bbox=[266, 1797, 502, 2005]
weather-min-temp: ୧୭.୮ bbox=[1084, 1799, 1107, 1811]
sun-cloud-icon bbox=[1042, 1682, 1064, 1698]
